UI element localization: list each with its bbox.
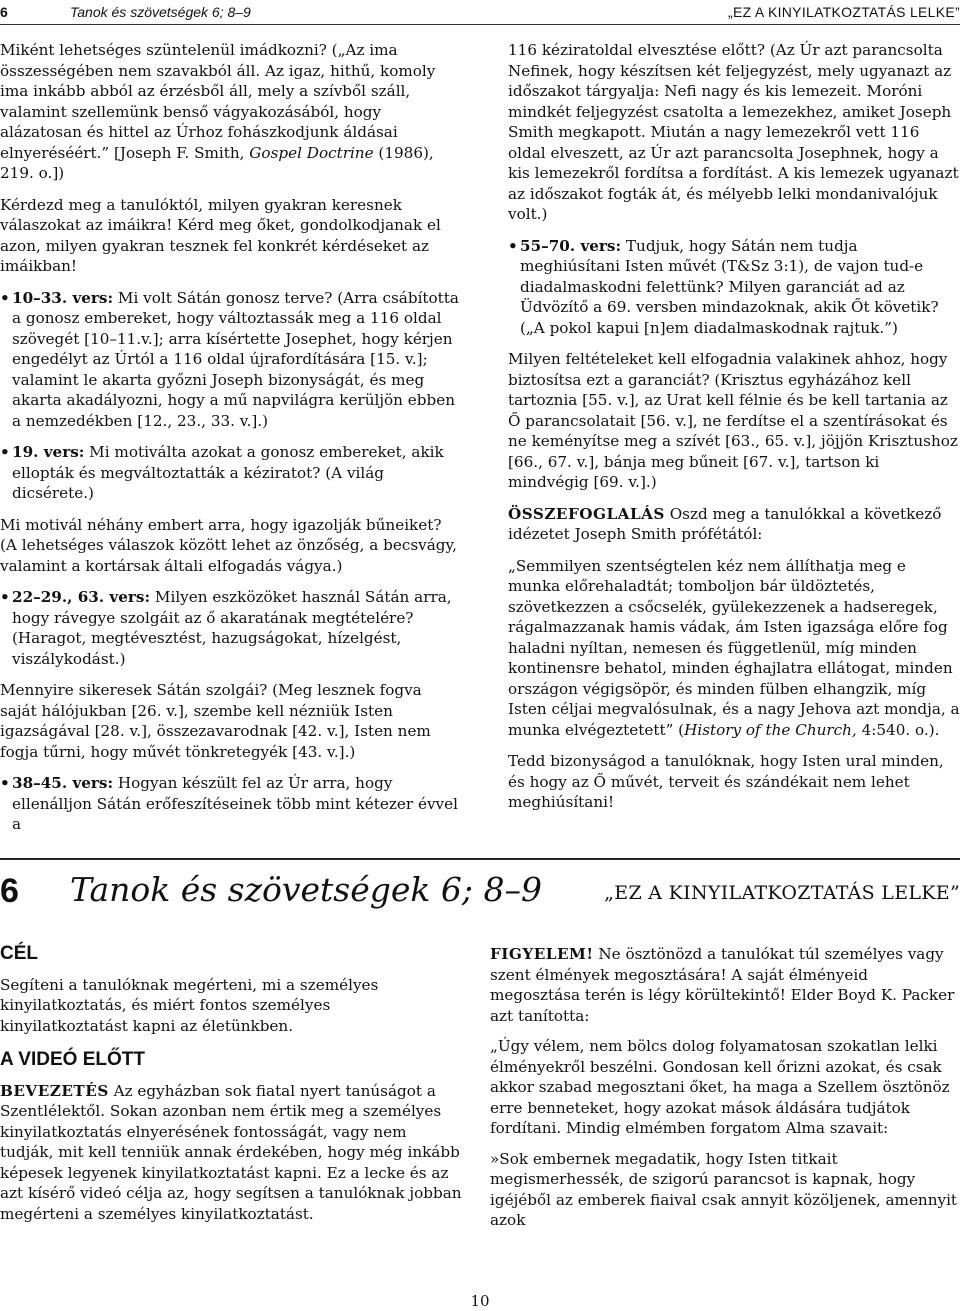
before-video-heading: A VIDEÓ ELŐTT	[0, 1049, 145, 1070]
paragraph	[0, 40, 462, 184]
paragraph: Mi motivál néhány embert arra, hogy igazolják bűneiket? (A lehetséges válaszok között lehet az önzőség, a becsvágy, valamint a kortársak általi elfogadás vágya.)	[0, 515, 457, 575]
bullet-item	[508, 236, 960, 339]
verse-reference: 19. vers:	[12, 443, 85, 461]
text: (1986), 219. o.])	[0, 143, 434, 182]
bullet-item	[0, 288, 462, 432]
text: Miként lehetséges szüntelenül imádkozni? („Az ima összességében nem szavakból áll. Az igaz, hithű, komoly ima inkább abból az érzésből áll, mely a szívből száll, valamint szellemünk benső vágyakozásából, hogy alázatosan és hittel az Úrhoz fohászkodjunk áldásai elnyeréséért.” [Joseph F. Smith,	[0, 41, 436, 162]
book-title: Gospel Doctrine	[249, 143, 374, 162]
upper-right-column	[508, 40, 960, 824]
quote-paragraph: »Sok embernek megadatik, hogy Isten titkait megismerhessék, de szigorú parancsot is kapnak, hogy igéjéből az emberek fiaival csak annyit közöljenek, amennyit azok	[490, 1149, 958, 1229]
paragraph: Kérdezd meg a tanulóktól, milyen gyakran keresnek válaszokat az imáikra! Kérd meg őket, gondolkodjanak el azon, milyen gyakran tesznek fel konkrét kérdéseket az imáikban!	[0, 195, 441, 275]
verse-reference: 22–29., 63. vers:	[12, 588, 151, 606]
header-lesson-title: Tanok és szövetségek 6; 8–9	[70, 4, 251, 20]
section-right-title: „EZ A KINYILATKOZTATÁS LELKE”	[604, 882, 960, 904]
paragraph: Tedd bizonyságod a tanulóknak, hogy Isten ural minden, és hogy az Ő művét, terveit és szándékait nem lehet meghiúsítani!	[508, 752, 944, 811]
text: 4:540. o.).	[856, 720, 940, 739]
verse-reference: 10–33. vers:	[12, 288, 114, 307]
header-page-number: 6	[0, 4, 8, 20]
bullet-item	[0, 773, 462, 835]
header-right-title: „EZ A KINYILATKOZTATÁS LELKE”	[728, 4, 960, 20]
text: Hogyan készült fel az Úr arra, hogy ellenálljon Sátán erőfeszítéseinek több mint kétezer évvel a	[12, 774, 458, 833]
text: Milyen eszközöket használ Sátán arra, hogy rávegye szolgáit az ő akaratának megtételére? (Haragot, megtévesztést, hazugságokat, hízelgést, viszálykodást.)	[12, 588, 452, 668]
warning-label: FIGYELEM!	[490, 945, 594, 963]
bullet-item	[0, 587, 462, 669]
page-number: 10	[470, 1292, 490, 1310]
goal-text: Segíteni a tanulóknak megérteni, mi a személyes kinyilatkoztatás, és miért fontos személyes kinyilatkoztatást kapni az életünkben.	[0, 975, 379, 1035]
upper-left-column	[0, 40, 462, 846]
text: Az egyházban sok fiatal nyert tanúságot a Szentlélektől. Sokan azonban nem értik meg a személyes kinyilatkoztatás elnyerésének fontosságát, vagy nem tudják, mit kell tenniük annak érdekében, hogy még inkább képesek legyenek kinyilatkoztatást kapni. Ez a lecke és az azt kísérő videó célja az, hogy segítsen a tanulóknak jobban megérteni a személyes kinyilatkoztatást.	[0, 1081, 462, 1223]
paragraph: 116 kéziratoldal elvesztése előtt? (Az Úr azt parancsolta Nefinek, hogy készítsen két feljegyzést, mely ugyanazt az időszakot tárgyalja: Nefi nagy és kis lemezeit. Moróni mindkét feljegyzést csatolta a lemezekhez, amiket Joseph Smith megkapott. Miután a nagy lemezekről vett 116 oldal elveszett, az Úr azt parancsolta Josephnek, hogy a kis lemezekről fordítsa a fordítást. A kis lemezek ugyanazt az időszakot fogták át, és mélyebb lelki mondanivalójuk volt.)	[508, 41, 959, 223]
quote-paragraph: „Úgy vélem, nem bölcs dolog folyamatosan szokatlan lelki élményekről beszélni. Gondosan kell őrizni azokat, és csak akkor szabad megosztani őket, ha maga a Szellem ösztönöz erre benneteket, hogy azokat mások áldására tudjátok fordítani. Mindig elmémben forgatom Alma szavait:	[490, 1037, 950, 1137]
verse-reference: 55–70. vers:	[520, 236, 622, 255]
text: „Semmilyen szentségtelen kéz nem állíthatja meg e munka előrehaladtát; tomboljon bár üldöztetés, szövetkezzen a csőcselék, gyülekezzenek a hadseregek, rágalmazzanak hamis vádak, ám Isten igazsága előre fog haladni nyíltan, nemesen és függetlenül, míg minden kontinensre behatol, minden éghajlatra ellátogat, minden országon végigsöpör, és minden fülben elhangzik, míg Isten céljai megvalósulnak, és a nagy Jehova azt mondja, a munka elvégeztetett” (	[508, 556, 960, 739]
summary-paragraph	[508, 504, 960, 545]
lower-right-column	[490, 944, 960, 1241]
summary-label: ÖSSZEFOGLALÁS	[508, 504, 665, 523]
intro-label: BEVEZETÉS	[0, 1081, 109, 1100]
section-title: Tanok és szövetségek 6; 8–9	[70, 870, 543, 909]
lower-left-column	[0, 944, 462, 1234]
section-number: 6	[0, 872, 19, 910]
goal-heading: CÉL	[0, 943, 38, 964]
text: Mi motiválta azokat a gonosz embereket, akik ellopták és megváltoztatták a kéziratot? (A világ dicsérete.)	[12, 443, 444, 502]
paragraph: Milyen feltételeket kell elfogadnia valakinek ahhoz, hogy biztosítsa ezt a garanciát? (Krisztus egyházához kell tartoznia [55. v.], az Urat kell félnie és be kell tartania az Ő parancsolatait [56. v.], ne ferdítse el a szentírásokat és ne keményítse meg a szívét [63., 65. v.], jöjjön Krisztushoz [66., 67. v.], bánja meg bűneit [67. v.], tartson ki mindvégig [69. v.].)	[508, 350, 958, 491]
text: Tudjuk, hogy Sátán nem tudja meghiúsítani Isten művét (T&Sz 3:1), de vajon tud-e diadalmaskodni felettünk? Milyen garanciát ad az Üdvözítő a 69. versben mindazoknak, akik Őt követik? („A pokol kapui [n]em diadalmaskodnak rajtuk.”)	[520, 236, 939, 337]
text: Oszd meg a tanulókkal a következő idézetet Joseph Smith prófétától:	[508, 504, 942, 543]
text: Ne ösztönözd a tanulókat túl személyes vagy szent élmények megosztására! A saját élményeid megosztása terén is légy körültekintő! Elder Boyd K. Packer azt tanította:	[490, 945, 955, 1025]
running-header	[0, 2, 960, 25]
warning-paragraph	[490, 944, 960, 1026]
text: Mi volt Sátán gonosz terve? (Arra csábította a gonosz embereket, hogy változtassák meg a 116 oldal szövegét [10–11.v.]; arra kísértette Josephet, hogy kérjen engedélyt az Úrtól a 116 oldal újrafordítására [15. v.]; valamint le akarta győzni Joseph bizonyságát, és meg akarta akadályozni, hogy a mű napvilágra kerüljön ebben a nemzedékben [12., 23., 33. v.].)	[12, 288, 459, 430]
bullet-item	[0, 442, 462, 504]
section-divider	[0, 858, 960, 860]
quote-block	[508, 556, 960, 741]
intro-paragraph	[0, 1081, 462, 1225]
paragraph: Mennyire sikeresek Sátán szolgái? (Meg lesznek fogva saját hálójukban [26. v.], szembe kell nézniük Isten igazságával [28. v.], összezavarodnak [42. v.], Isten nem fogja tűrni, hogy művét tönkretegyék [43. v.].)	[0, 681, 431, 761]
verse-reference: 38–45. vers:	[12, 774, 114, 792]
book-title: History of the Church,	[684, 720, 857, 739]
